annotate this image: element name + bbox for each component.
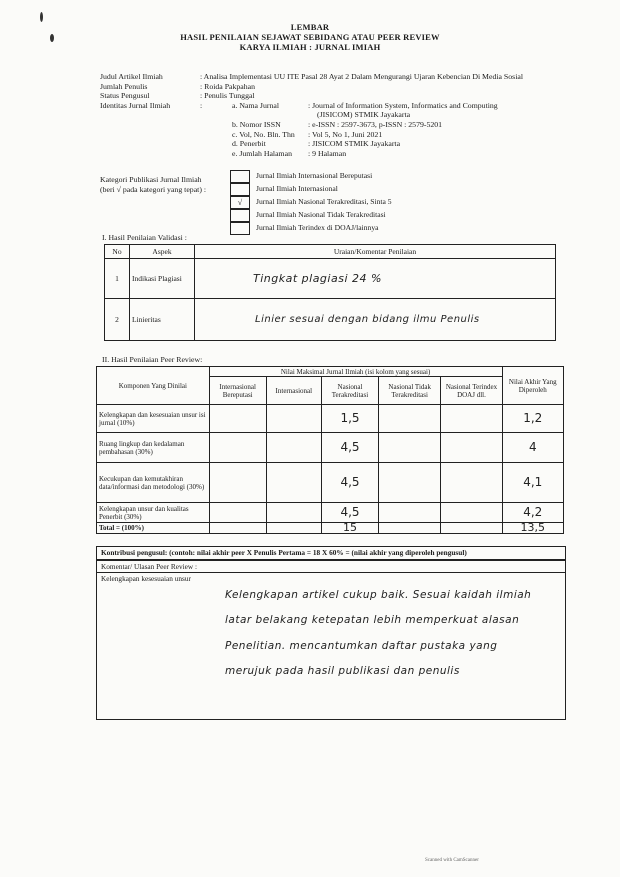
kategori-label-1: Kategori Publikasi Jurnal Ilmiah bbox=[100, 175, 202, 184]
header-line-3: KARYA ILMIAH : JURNAL IMIAH bbox=[239, 42, 381, 52]
validasi-no-2: 2 bbox=[105, 299, 130, 341]
nilai-akhir-header: Nilai Akhir Yang Diperoleh bbox=[502, 367, 563, 405]
document-header bbox=[0, 22, 620, 52]
kategori-checkbox-1[interactable] bbox=[230, 170, 250, 183]
validasi-col-aspek: Aspek bbox=[130, 245, 195, 259]
validasi-table bbox=[104, 244, 556, 341]
kategori-option-4: Jurnal Ilmiah Nasional Tidak Terakreditasi bbox=[256, 210, 386, 219]
halaman-label: e. Jumlah Halaman bbox=[232, 148, 292, 158]
nasional-2: 4,5 bbox=[340, 439, 360, 454]
validasi-col-no: No bbox=[105, 245, 130, 259]
sub-header-intl-bereputasi: Internasional Bereputasi bbox=[209, 377, 266, 405]
kategori-checkbox-2[interactable] bbox=[230, 183, 250, 196]
nilai-maks-header: Nilai Maksimal Jurnal Ilmiah (isi kolom yang sesuai) bbox=[209, 367, 502, 377]
kategori-checkbox-4[interactable] bbox=[230, 209, 250, 222]
nama-jurnal-label: a. Nama Jurnal bbox=[232, 100, 279, 110]
judul-value: : Analisa Implementasi UU ITE Pasal 28 Ayat 2 Dalam Mengurangi Ujaran Kebencian Di Media Sosial bbox=[200, 72, 523, 81]
identitas-label: Identitas Jurnal Ilmiah bbox=[100, 100, 171, 110]
table-row bbox=[97, 433, 564, 463]
penerbit-label: d. Penerbit bbox=[232, 139, 266, 149]
table-row bbox=[97, 463, 564, 503]
judul-label: Judul Artikel Ilmiah bbox=[100, 72, 163, 81]
validasi-title: I. Hasil Penilaian Validasi : bbox=[102, 233, 187, 242]
validasi-aspek-1: Indikasi Plagiasi bbox=[130, 259, 195, 299]
komentar-title: Komentar/ Ulasan Peer Review : bbox=[97, 561, 565, 573]
vol-label: c. Vol, No. Bln. Thn bbox=[232, 129, 295, 139]
komentar-line-3: Penelitian. mencantumkan daftar pustaka yang bbox=[225, 640, 498, 652]
total-label: Total = (100%) bbox=[97, 523, 210, 534]
kategori-label-2: (beri √ pada kategori yang tepat) : bbox=[100, 184, 207, 194]
validasi-no-1: 1 bbox=[105, 259, 130, 299]
komponen-1: Kelengkapan dan kesesuaian unsur isi jurnal (10%) bbox=[97, 405, 210, 433]
komponen-header: Komponen Yang Dinilai bbox=[97, 367, 210, 405]
kategori-option-5: Jurnal Ilmiah Terindex di DOAJ/lainnya bbox=[256, 223, 379, 232]
issn-value: : e-ISSN : 2597-3673, p-ISSN : 2579-5201 bbox=[308, 119, 443, 129]
komponen-4: Kelengkapan unsur dan kualitas Penerbit (30%) bbox=[97, 503, 210, 523]
peer-title: II. Hasil Penilaian Peer Review: bbox=[102, 355, 203, 364]
komponen-3: Kecukupan dan kemutakhiran data/informasi dan metodologi (30%) bbox=[97, 463, 210, 503]
komentar-sub: Kelengkapan kesesuaian unsur bbox=[101, 574, 191, 583]
nasional-3: 4,5 bbox=[340, 474, 360, 489]
table-row bbox=[105, 259, 556, 299]
header-line-2: HASIL PENILAIAN SEJAWAT SEBIDANG ATAU PEER REVIEW bbox=[180, 32, 440, 42]
issn-label: b. Nomor ISSN bbox=[232, 119, 281, 129]
nasional-1: 1,5 bbox=[340, 410, 360, 425]
nama-jurnal-value-2: (JISICOM) STMIK Jayakarta bbox=[317, 110, 411, 120]
komentar-line-2: latar belakang ketepatan lebih memperkuat alasan bbox=[225, 614, 520, 626]
vol-value: : Vol 5, No 1, Juni 2021 bbox=[308, 129, 383, 139]
komentar-line-1: Kelengkapan artikel cukup baik. Sesuai kaidah ilmiah bbox=[225, 589, 532, 601]
akhir-1: 1,2 bbox=[523, 410, 543, 425]
komponen-2: Ruang lingkup dan kedalaman pembahasan (30%) bbox=[97, 433, 210, 463]
table-row bbox=[105, 299, 556, 341]
status-value: : Penulis Tunggal bbox=[200, 91, 255, 101]
validasi-komentar-2: Linier sesuai dengan bidang ilmu Penulis bbox=[255, 314, 480, 325]
nasional-4: 4,5 bbox=[340, 504, 360, 519]
komentar-box bbox=[96, 560, 566, 720]
scan-speck bbox=[40, 12, 43, 22]
table-row bbox=[97, 405, 564, 433]
kontribusi-note: Kontribusi pengusul: (contoh: nilai akhir peer X Penulis Pertama = 18 X 60% = (nilai akhir yang diperoleh pengusul) bbox=[96, 546, 566, 560]
kategori-checkbox-5[interactable] bbox=[230, 222, 250, 235]
kategori-option-3: Jurnal Ilmiah Nasional Terakreditasi, Sinta 5 bbox=[256, 197, 392, 206]
sub-header-doaj: Nasional Terindex DOAJ dll. bbox=[441, 377, 502, 405]
status-label: Status Pengusul bbox=[100, 91, 150, 101]
akhir-2: 4 bbox=[528, 439, 537, 454]
kategori-option-1: Jurnal Ilmiah Internasional Bereputasi bbox=[256, 171, 373, 180]
peer-table bbox=[96, 366, 564, 534]
penerbit-value: : JISICOM STMIK Jayakarta bbox=[308, 139, 401, 149]
validasi-komentar-1: Tingkat plagiasi 24 % bbox=[253, 272, 382, 285]
total-akhir: 13,5 bbox=[520, 520, 545, 534]
akhir-3: 4,1 bbox=[523, 474, 543, 489]
komentar-line-4: merujuk pada hasil publikasi dan penulis bbox=[225, 665, 460, 677]
kategori-label bbox=[100, 175, 206, 194]
halaman-value: : 9 Halaman bbox=[308, 148, 347, 158]
sub-header-nas-akred: Nasional Terakreditasi bbox=[321, 377, 378, 405]
identitas-colon: : bbox=[200, 100, 203, 110]
table-row bbox=[97, 503, 564, 523]
article-info bbox=[100, 72, 570, 158]
total-row bbox=[97, 523, 564, 534]
sub-header-nas-tidak-akred: Nasional Tidak Terakreditasi bbox=[379, 377, 441, 405]
sub-header-intl: Internasional bbox=[266, 377, 321, 405]
header-line-1: LEMBAR bbox=[290, 22, 330, 32]
penulis-value: : Roida Pakpahan bbox=[200, 81, 256, 91]
nama-jurnal-value: : Journal of Information System, Informatics and Computing bbox=[308, 100, 498, 110]
scanner-watermark: Scanned with CamScanner bbox=[425, 858, 479, 863]
kategori-checkbox-3[interactable]: √ bbox=[230, 196, 250, 209]
kategori-option-2: Jurnal Ilmiah Internasional bbox=[256, 184, 338, 193]
validasi-col-uraian: Uraian/Komentar Penilaian bbox=[195, 245, 556, 259]
akhir-4: 4,2 bbox=[523, 504, 543, 519]
total-nasional: 15 bbox=[342, 520, 357, 534]
penulis-label: Jumlah Penulis bbox=[100, 81, 148, 91]
validasi-aspek-2: Linieritas bbox=[130, 299, 195, 341]
